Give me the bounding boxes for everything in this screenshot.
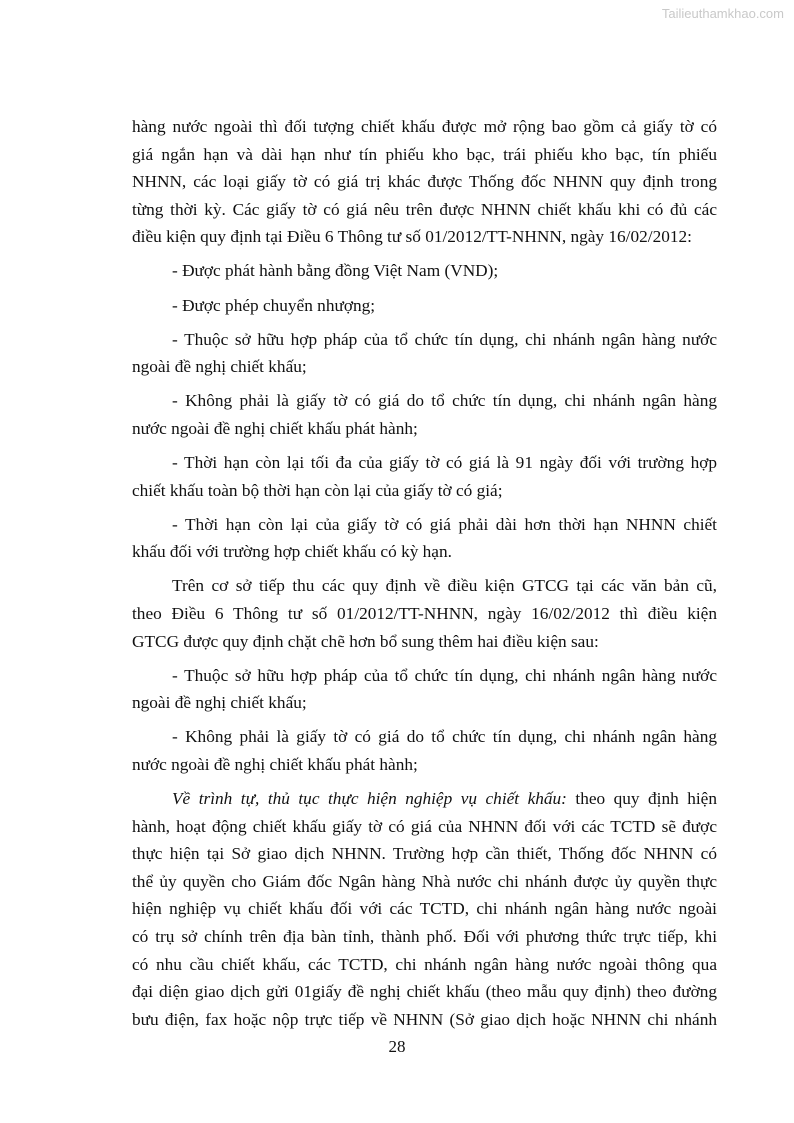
watermark: Tailieuthamkhao.com — [661, 6, 784, 21]
text-line: ngoài đề nghị chiết khấu; — [132, 357, 307, 377]
text-line: - Được phép chuyển nhượng; — [172, 295, 376, 315]
text-line: GTCG được quy định chặt chẽ hơn bổ sung thêm hai điều kiện sau: — [132, 631, 599, 651]
text-line: - Được phát hành bằng đồng Việt Nam (VND); — [172, 261, 499, 281]
text-line: điều kiện quy định tại Điều 6 Thông tư số 01/2012/TT-NHNN, ngày 16/02/2012: — [132, 227, 692, 247]
text-line: ngoài đề nghị chiết khấu; — [132, 693, 307, 713]
paragraph — [132, 511, 717, 566]
text-line: NHNN, các loại giấy tờ có giá trị khác được Thống đốc NHNN quy định trong — [132, 172, 717, 192]
paragraph — [132, 257, 717, 285]
text-line: - Không phải là giấy tờ có giá do tổ chức tín dụng, chi nhánh ngân hàng — [172, 391, 717, 411]
text-line: bưu điện, fax hoặc nộp trực tiếp về NHNN (Sở giao dịch hoặc NHNN chi nhánh — [132, 1009, 717, 1029]
text-line: thực hiện tại Sở giao dịch NHNN. Trường hợp cần thiết, Thống đốc NHNN có — [132, 844, 717, 864]
text-line: thể ủy quyền cho Giám đốc Ngân hàng Nhà nước chi nhánh được ủy quyền thực — [132, 871, 717, 891]
text-line: có nhu cầu chiết khấu, các TCTD, chi nhánh ngân hàng nước ngoài thông qua — [132, 954, 717, 974]
text-line: - Thuộc sở hữu hợp pháp của tổ chức tín dụng, chi nhánh ngân hàng nước — [172, 665, 717, 685]
document-body — [132, 113, 717, 1040]
paragraph — [132, 113, 717, 251]
text-line: giá ngắn hạn và dài hạn như tín phiếu kho bạc, trái phiếu kho bạc, tín phiếu — [132, 144, 717, 164]
text-line: nước ngoài đề nghị chiết khấu phát hành; — [132, 754, 418, 774]
text-line: đại diện giao dịch gửi 01giấy đề nghị chiết khấu (theo mẫu quy định) theo đường — [132, 982, 717, 1002]
text-line: - Thời hạn còn lại tối đa của giấy tờ có giá là 91 ngày đối với trường hợp — [172, 453, 717, 473]
paragraph — [132, 662, 717, 717]
text-line: - Thời hạn còn lại của giấy tờ có giá phải dài hơn thời hạn NHNN chiết — [172, 514, 717, 534]
text-line: có trụ sở chính trên địa bàn tỉnh, thành phố. Đối với phương thức trực tiếp, khi — [132, 927, 717, 947]
italic-heading: Về trình tự, thủ tục thực hiện nghiệp vụ chiết khấu: — [172, 789, 567, 809]
paragraph — [132, 572, 717, 655]
text-line — [132, 785, 717, 813]
paragraph — [132, 387, 717, 442]
page-number: 28 — [388, 1037, 406, 1056]
text-line: Trên cơ sở tiếp thu các quy định về điều kiện GTCG tại các văn bản cũ, — [172, 576, 717, 596]
paragraph — [132, 292, 717, 320]
text-line: khấu đối với trường hợp chiết khấu có kỳ hạn. — [132, 542, 452, 562]
text-line: hành, hoạt động chiết khấu giấy tờ có giá của NHNN đối với các TCTD sẽ được — [132, 816, 717, 836]
text-line: theo Điều 6 Thông tư số 01/2012/TT-NHNN, ngày 16/02/2012 thì điều kiện — [132, 604, 717, 623]
paragraph — [132, 449, 717, 504]
text-line: - Thuộc sở hữu hợp pháp của tổ chức tín dụng, chi nhánh ngân hàng nước — [172, 329, 717, 349]
paragraph — [132, 326, 717, 381]
text-line: hiện nghiệp vụ chiết khấu đối với các TCTD, chi nhánh ngân hàng nước ngoài — [132, 899, 717, 919]
paragraph — [132, 723, 717, 778]
text-line: nước ngoài đề nghị chiết khấu phát hành; — [132, 418, 418, 438]
text-line: hàng nước ngoài thì đối tượng chiết khấu được mở rộng bao gồm cả giấy tờ có — [132, 117, 717, 136]
text-line: - Không phải là giấy tờ có giá do tổ chức tín dụng, chi nhánh ngân hàng — [172, 727, 717, 747]
text-line: từng thời kỳ. Các giấy tờ có giá nêu trên được NHNN chiết khấu khi có đủ các — [132, 199, 717, 219]
paragraph-procedure — [132, 785, 717, 1033]
text-run: theo quy định hiện — [566, 789, 717, 809]
text-line: chiết khấu toàn bộ thời hạn còn lại của giấy tờ có giá; — [132, 480, 503, 500]
